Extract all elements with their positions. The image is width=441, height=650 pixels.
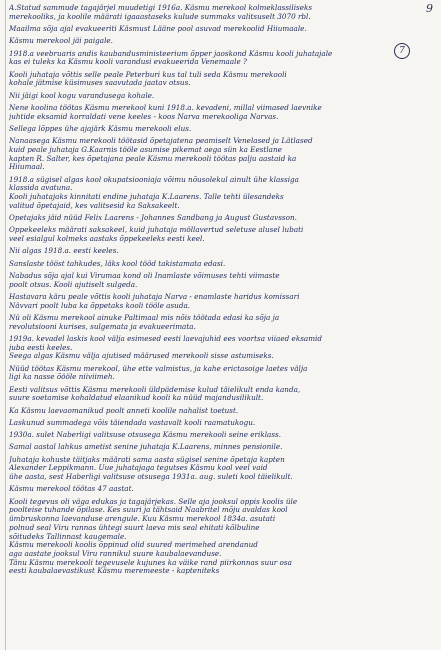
text-line: 1919a. kevadel laskis kool välja esimesed eesti laevajuhid ees voortsa viiaed eksamid xyxy=(9,334,322,343)
text-line: polnud seal Viru rannas ühtegi suurt laeva mis seal ehitati kõlbuline xyxy=(9,523,260,532)
text-line: Samal aastal lahkus ametist senine juhataja K.Laarens, minnes pensionile. xyxy=(9,443,283,452)
text-line: klassida avatuna. xyxy=(9,184,73,193)
text-line: poolteise tuhande õpilase. Kes suuri ja tähtsaid Naabritel mõju avaldas kool xyxy=(9,506,288,515)
text-line: aga aastate jooksul Viru rannikul suure kaubalaevanduse. xyxy=(9,550,222,558)
text-line: Nene koolina töötas Käsmu merekool kuni 1918.a. kevadeni, millal viimased laevnike xyxy=(9,103,322,112)
text-line: juhtide eksamid korraldati vene keeles - koos Narva merekooliga Narvas. xyxy=(9,112,279,121)
text-line: Nü oli Käsmu merekool ainuke Paltimaal mis nõis töötada edasi ka sõja ja xyxy=(9,313,280,322)
text-line: Nüüd töötas Käsmu merekool, ühe ette valmistus, ja kahe erictasoige laetes välja xyxy=(9,364,308,373)
text-line: Nii algas 1918.a. eesti keeles. xyxy=(9,247,119,256)
text-line: Õppekeeleks määrati saksakeel, kuid juhataja möllavertud seletuse alusel lubati xyxy=(9,226,304,235)
page-number: 9 xyxy=(426,2,433,15)
margin-rule xyxy=(5,0,6,650)
text-line: Nävvari poolt luba ka õppetaks kooli tööle asuda. xyxy=(9,301,191,310)
text-line: Juhataja kohuste täitjaks määrati sama aasta sügisel senine õpetaja kapten xyxy=(9,455,285,464)
text-line: Maailma sõja ajal evakueeriti Käsmust Lääne pool asuvad merekoolid Hiiumaale. xyxy=(9,25,307,33)
text-line: sõitudeks Tallinnast kaugemale. xyxy=(9,532,127,541)
text-line: Nabadus sõja ajal kui Virumaa kond oli Inamlaste võimuses tehti viimaste xyxy=(9,271,280,280)
text-line: kuid peale juhataja G.Kaarnis tööle asumise pikemat aega sün ka Eestlane xyxy=(9,145,282,154)
text-line: ümbruskonna laevanduse arengule. Kuu Käsmu merekool 1834a. asutati xyxy=(9,515,276,524)
text-line: Laskunud summadega võis täiendada vastavalt kooli raamatukogu. xyxy=(9,418,256,427)
text-line: Kooli tegevus oli väga edukas ja tagajärjekas. Selle aja jooksul oppis koolis üle xyxy=(9,497,298,506)
text-line: Ka Käsmu laevaomanikud poolt anneti koolile nahalist toetust. xyxy=(9,406,239,415)
text-line: Alexander Leppikmann. Uue juhatajaga tegutses Käsmu kool veel vaid xyxy=(9,464,268,473)
text-line: Sanslaste tööst tahkudes, läks kool tööd takistamata edasi. xyxy=(9,259,226,268)
text-line: juba eesti keeles. xyxy=(9,343,73,352)
text-line: Käsmu merekool jäi paigale. xyxy=(9,37,113,46)
text-line: Hastavara käru peale võttis kooli juhataja Narva - enamlaste haridus komissari xyxy=(9,292,300,301)
text-line: Kooli juhataja võttis selle peale Peterburi kus tal tuli seda Käsmu merekooli xyxy=(9,70,287,79)
text-line: Kooli juhatajaks kinnitati endine juhataja K.Laarens. Talle tehti ülesandeks xyxy=(9,193,284,201)
text-line: kohale jätmise küsimuses saavutada jaatav otsus. xyxy=(9,79,191,88)
text-line: veel esialgul kolmeks aastaks õppekeeleks eesti keel. xyxy=(9,235,205,243)
circled-marginal-number: 7 xyxy=(394,43,410,59)
text-line: ühe aasta, sest Haberligi valitsuse otsusega 1931a. aug. suleti kool täielikult. xyxy=(9,473,293,482)
text-line: Nanaasega Käsmu merekooli töötasid õpetajatena peamiselt Venelased ja Lätlased xyxy=(9,137,313,146)
text-line: poolt otsus. Kooli ajutiselt sulgeda. xyxy=(9,280,138,289)
text-line: Sellega lõppes ühe ajajärk Käsmu merekooli elus. xyxy=(9,124,192,133)
text-line: 1918.a veebruaris andis kaubandusministeerium õpper jaoskond Käsmu kooli juhatajale xyxy=(9,49,333,58)
text-line: Käsmu merekool töötas 47 aastat. xyxy=(9,485,134,494)
text-line: 1930a. sulet Naberligi valitsuse otsusega Käsmu merekooli seine eriklass. xyxy=(9,431,282,440)
text-line: revolutsiooni kurises, sulgemata ja evakueerimata. xyxy=(9,322,196,331)
text-line: Õpetajaks jäid nüüd Felix Laarens - Johannes Sandbang ja August Gustavsson. xyxy=(9,214,297,222)
text-line: kapten R. Salter, kes õpetajana peale Käsmu merekooli töötas palju aastaid ka xyxy=(9,154,297,163)
text-line: Tänu Käsmu merekooli tegevusele kujunes ka väike rand piirkonnas suur osa xyxy=(9,558,292,567)
text-line: merekooliks, ja koolile määrati igaaastaseks kulude summaks valitsuselt 3070 rbl. xyxy=(9,12,311,21)
text-line: suure soetamise kohaldatud elaanikud kooli ka nüüd majandusilikult. xyxy=(9,394,264,403)
text-line: ligi ka nasse õööle niiviimeh. xyxy=(9,373,115,382)
handwritten-text-body xyxy=(9,4,429,576)
text-line: Nii jäigi kool kogu varandusega kohale. xyxy=(9,91,155,100)
text-line: valitud õpetajaid, kes valitsesid ka Saksakeelt. xyxy=(9,201,180,210)
text-line: Hiiumaal. xyxy=(9,163,45,172)
text-line: Seega algas Käsmu välja ajutised määrused merekooli sisse astumiseks. xyxy=(9,352,274,361)
text-line: A.Statud sammude tagajärjel muudetigi 1916a. Käsmu merekool kolmeklassiliseks xyxy=(9,4,313,12)
text-line: kas ei tuleks ka Käsmu kooli varandusi evakueerida Venemaale ? xyxy=(9,58,247,67)
text-line: 1918.a sügisel algas kool okupatsiooniaja võimu nõusolekul ainult ühe klassiga xyxy=(9,175,299,184)
text-line: eesti kaubalaevastikust Käsmu meremeeste - kapteniteks xyxy=(9,567,220,576)
text-line: Eesti valitsus võttis Käsmu merekooli üldpädemise kulud täielikult enda kanda, xyxy=(9,385,301,394)
text-line: Käsmu merekooli koolis õppinud olid suured merimehed arendanud xyxy=(9,541,258,550)
